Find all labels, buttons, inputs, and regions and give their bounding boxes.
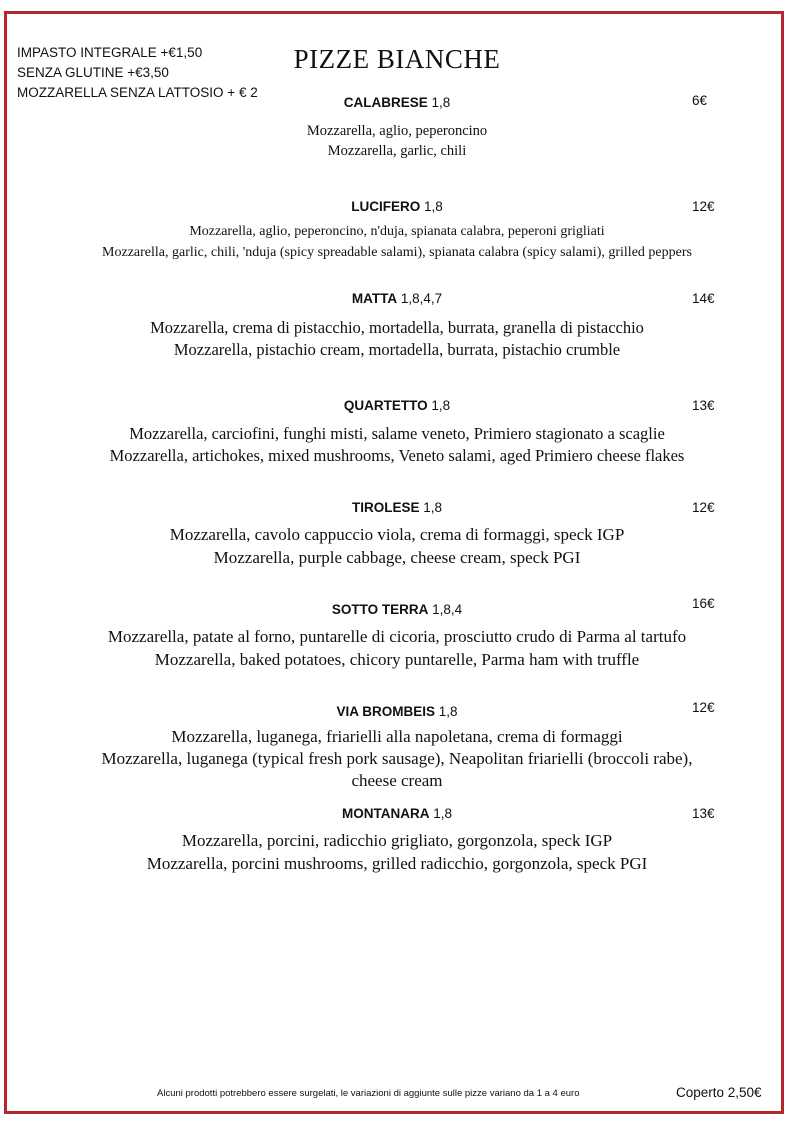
menu-item [0,500,794,569]
item-description-it: Mozzarella, cavolo cappuccio viola, crema di formaggi, speck IGP [169,525,625,544]
extra-item: IMPASTO INTEGRALE +€1,50 [17,45,203,60]
menu-item [0,700,794,792]
extra-item: SENZA GLUTINE +€3,50 [17,65,169,80]
item-name: MATTA [351,291,398,306]
item-price: 12€ [692,700,715,715]
item-name-line [0,398,794,413]
menu-item [0,291,794,361]
page-title: PIZZE BIANCHE [293,44,501,74]
item-description-en: Mozzarella, garlic, chili [327,143,467,159]
item-price: 12€ [692,199,715,214]
item-description-it: Mozzarella, aglio, peperoncino, n'duja, spianata calabra, peperoni grigliati [189,224,605,239]
cover-charge: Coperto 2,50€ [676,1085,762,1100]
item-description-en: Mozzarella, garlic, chili, 'nduja (spicy spreadable salami), spianata calabra (spicy salami), grilled peppers [102,245,692,260]
item-price: 6€ [692,93,708,108]
item-name: SOTTO TERRA [331,602,429,617]
item-description-en: Mozzarella, porcini mushrooms, grilled radicchio, gorgonzola, speck PGI [146,854,648,873]
item-price: 13€ [692,398,715,413]
item-name-line [0,704,794,719]
item-name-line [0,291,794,306]
item-description-it: Mozzarella, carciofini, funghi misti, salame veneto, Primiero stagionato a scaglie [129,424,665,443]
item-allergens: 1,8,4 [432,602,463,617]
item-name: QUARTETTO [343,398,428,413]
item-name: TIROLESE [351,500,420,515]
item-allergens: 1,8 [431,398,451,413]
item-allergens: 1,8 [423,500,443,515]
item-name-line [0,806,794,821]
item-name: MONTANARA [341,806,430,821]
item-name-line [0,199,794,214]
item-description-it: Mozzarella, crema di pistacchio, mortadella, burrata, granella di pistacchio [150,318,644,337]
item-allergens: 1,8 [431,95,451,110]
menu-item [0,95,794,161]
item-allergens: 1,8 [438,704,458,719]
item-price: 14€ [692,291,715,306]
item-name: CALABRESE [343,95,428,110]
menu-item [0,199,794,263]
item-description-it: Mozzarella, porcini, radicchio grigliato, gorgonzola, speck IGP [181,831,613,850]
item-name-line [0,95,794,110]
item-description-it: Mozzarella, luganega, friarielli alla napoletana, crema di formaggi [171,727,623,746]
item-description-it: Mozzarella, aglio, peperoncino [306,123,488,139]
item-allergens: 1,8 [423,199,443,214]
extra-item: MOZZARELLA SENZA LATTOSIO + € 2 [17,85,258,100]
footer-note: Alcuni prodotti potrebbero essere surgelati, le variazioni di aggiunte sulle pizze variano da 1 a 4 euro [157,1088,580,1099]
item-description-en: Mozzarella, artichokes, mixed mushrooms, Veneto salami, aged Primiero cheese flakes [109,446,685,465]
item-name-line [0,602,794,617]
item-description-en: Mozzarella, baked potatoes, chicory puntarelle, Parma ham with truffle [154,650,640,669]
item-price: 12€ [692,500,715,515]
item-description-en: Mozzarella, purple cabbage, cheese cream, speck PGI [213,548,581,567]
item-name-line [0,500,794,515]
item-allergens: 1,8,4,7 [400,291,443,306]
menu-item [0,398,794,467]
item-name: VIA BROMBEIS [336,704,435,719]
item-price: 16€ [692,596,715,611]
item-allergens: 1,8 [433,806,453,821]
item-price: 13€ [692,806,715,821]
menu-item [0,596,794,671]
item-description-it: Mozzarella, patate al forno, puntarelle di cicoria, prosciutto crudo di Parma al tartufo [107,627,687,646]
menu-item [0,806,794,875]
item-description-en: Mozzarella, luganega (typical fresh pork sausage), Neapolitan friarielli (broccoli rabe), [101,749,693,768]
item-description-en: Mozzarella, pistachio cream, mortadella, burrata, pistachio crumble [173,340,621,359]
item-name: LUCIFERO [351,199,421,214]
item-description-en-continued: cheese cream [351,771,443,790]
